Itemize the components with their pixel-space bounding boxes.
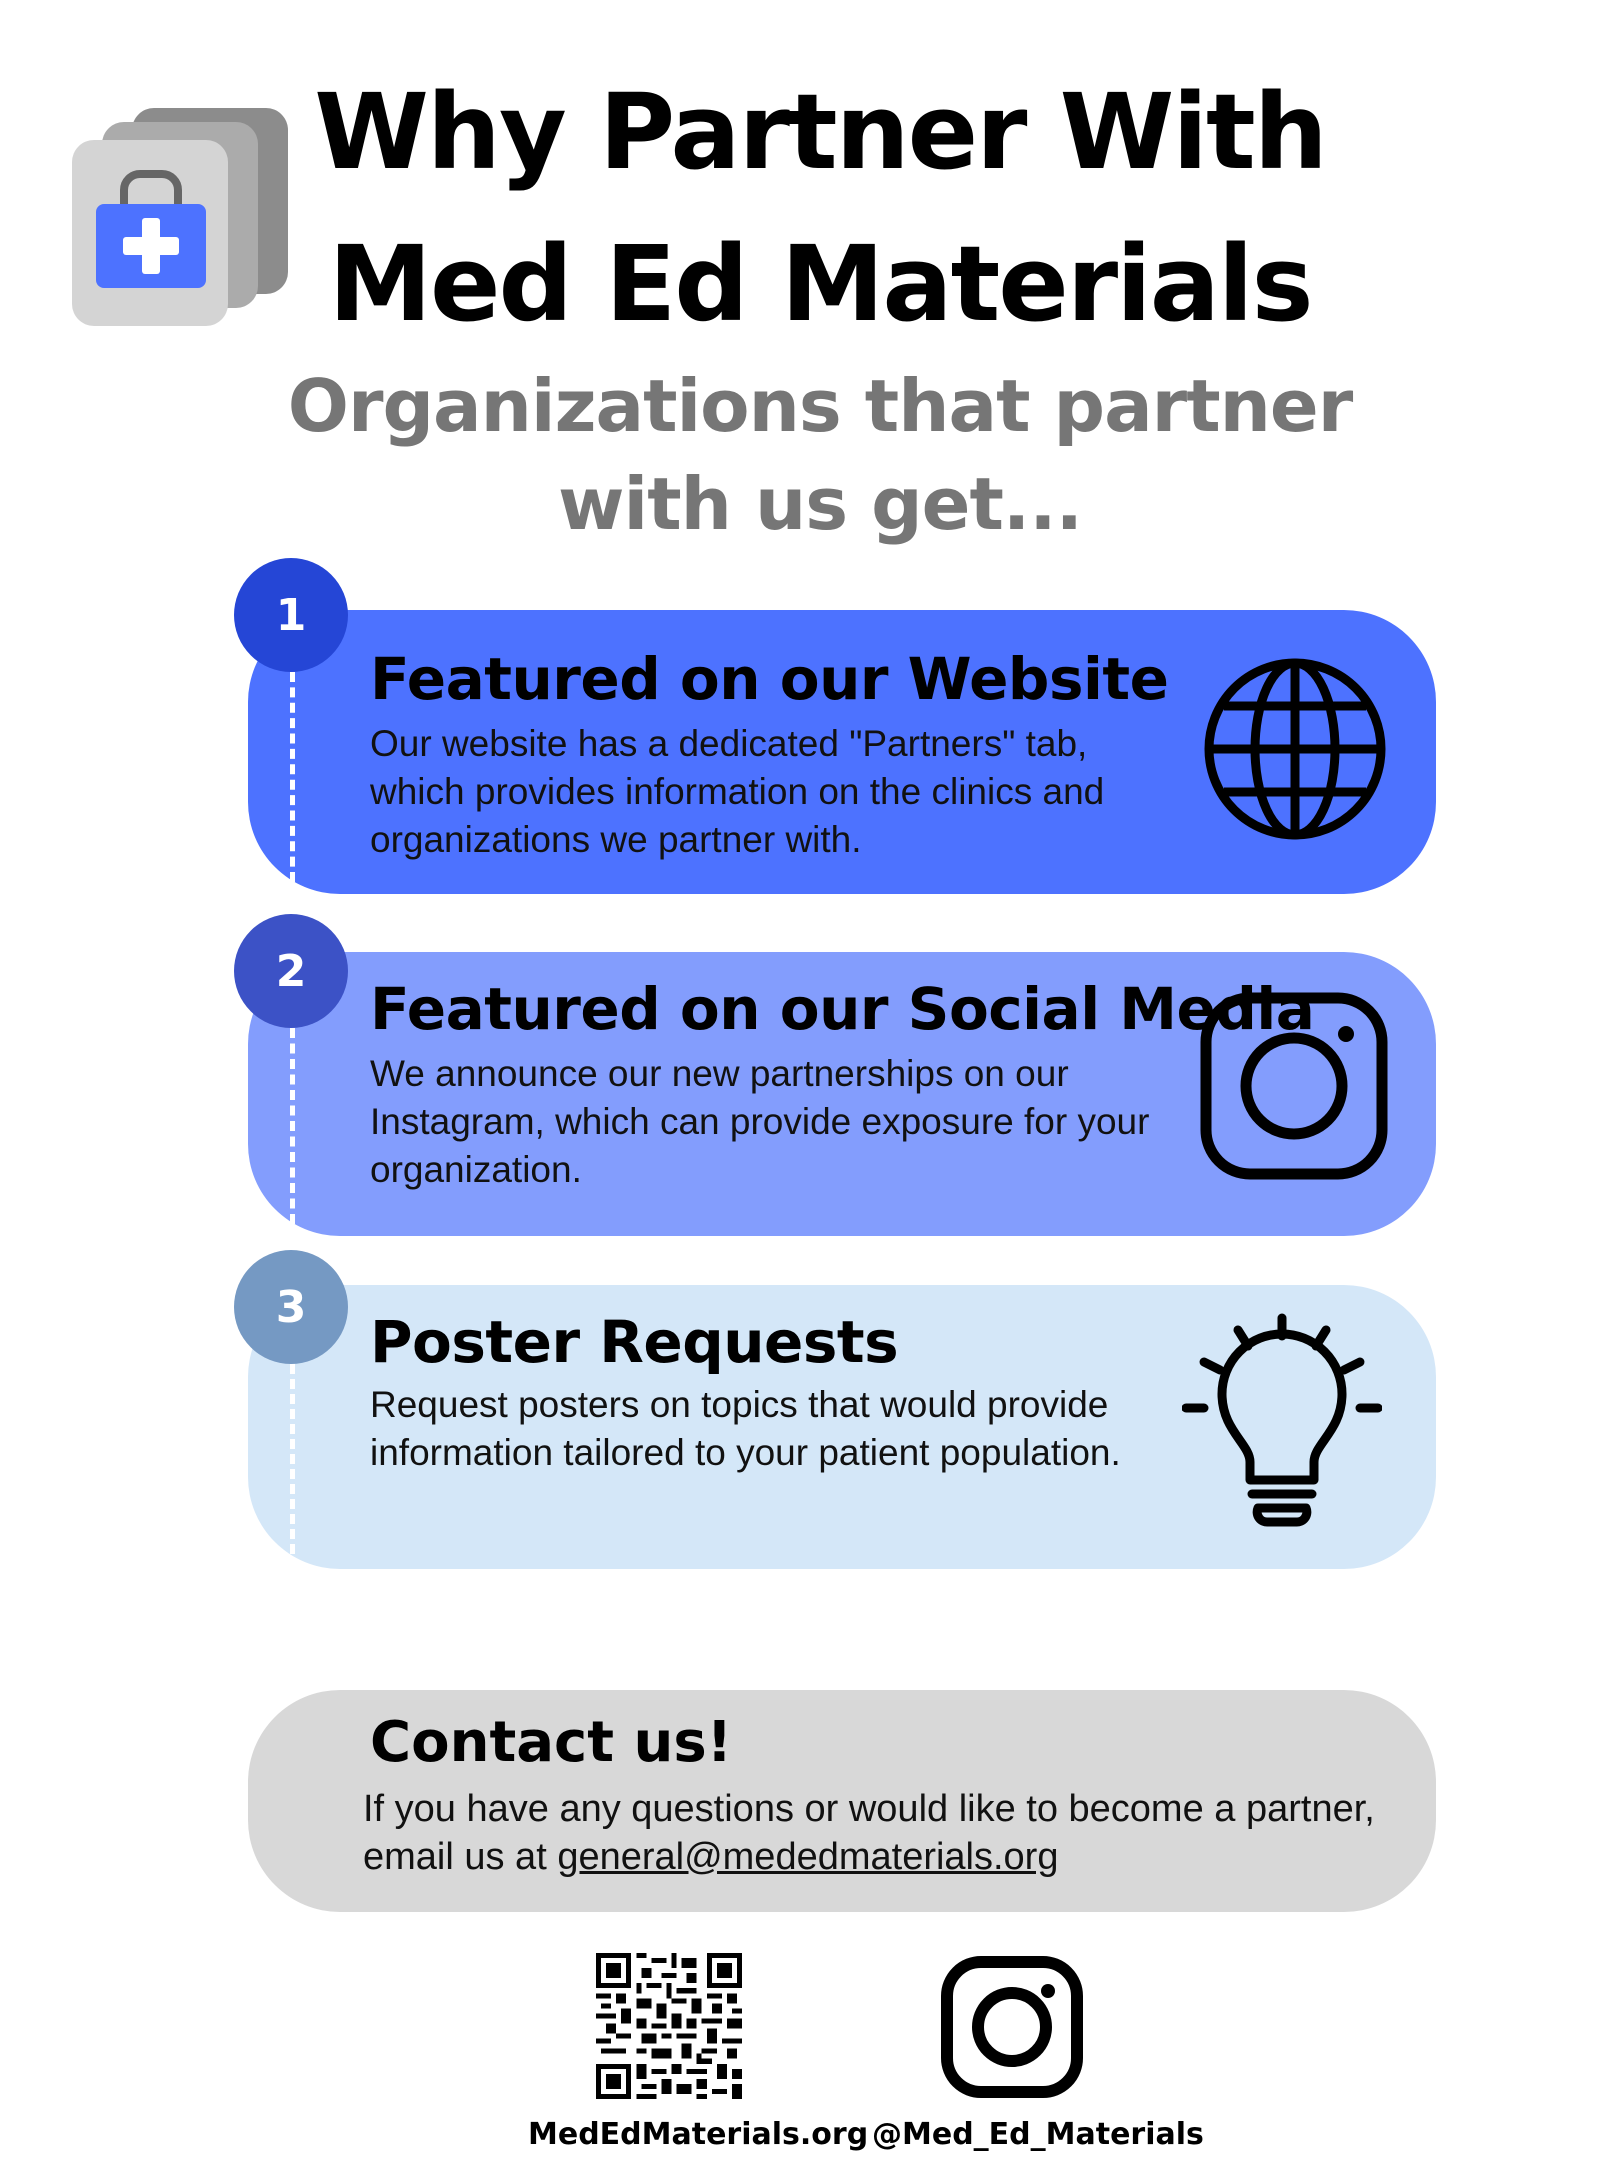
step-number-badge: 2 [234,914,348,1028]
dashed-connector [290,1364,295,1554]
benefit-text-social-media: We announce our new partnerships on our Instagram, which can provide exposure for your organization. [370,1053,1150,1190]
dashed-connector [290,672,295,882]
instagram-handle-label[interactable]: @Med_Ed_Materials [872,2117,1204,2152]
qr-code[interactable] [596,1953,742,2099]
instagram-icon [1198,990,1390,1182]
benefit-title-website: Featured on our Website [370,645,1169,713]
medical-kit-logo-icon [72,108,288,326]
website-label[interactable]: MedEdMaterials.org [528,2117,869,2152]
benefit-text-poster-requests: Request posters on topics that would provide information tailored to your patient population. [370,1384,1121,1473]
benefit-text-website: Our website has a dedicated "Partners" tab, which provides information on the clinics and organizations we partner with. [370,723,1105,860]
page-title-line-1: Why Partner With [314,71,1326,193]
subtitle-line-1: Organizations that partner [287,364,1353,448]
step-number-badge: 1 [234,558,348,672]
lightbulb-icon [1182,1312,1382,1532]
benefit-title-social-media: Featured on our Social Media [370,975,1315,1043]
contact-email-link[interactable]: general@mededmaterials.org [557,1836,1059,1878]
instagram-icon[interactable] [940,1955,1084,2099]
dashed-connector [290,1028,295,1224]
page-title-line-2: Med Ed Materials [328,223,1312,345]
benefit-title-poster-requests: Poster Requests [370,1308,899,1376]
contact-message: If you have any questions or would like to become a partner, email us at [363,1788,1375,1878]
contact-title: Contact us! [370,1710,733,1775]
step-number-badge: 3 [234,1250,348,1364]
globe-icon [1202,656,1388,842]
subtitle-line-2: with us get... [558,462,1082,546]
contact-text [363,1785,1423,1881]
